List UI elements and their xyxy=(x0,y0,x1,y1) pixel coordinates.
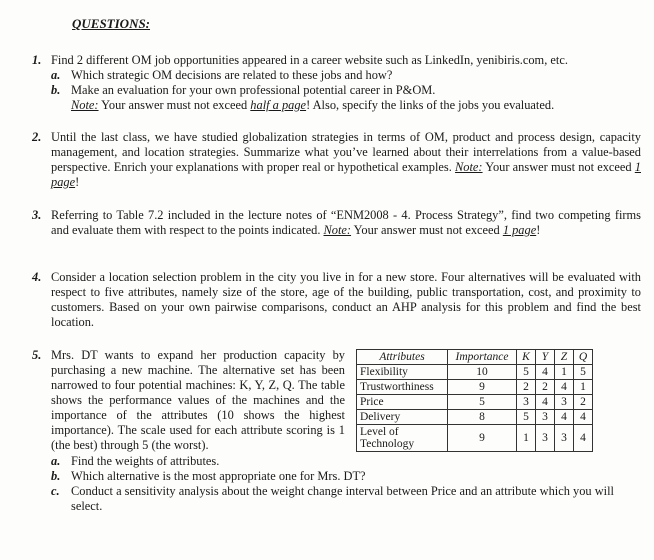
note-text: Your answer must not exceed xyxy=(98,98,251,112)
question-text: Mrs. DT wants to expand her production capacity by purchasing a new machine. The alternative set has been narrowed to four potential machines: K, Y, Z, Q. The table shows the performance values of the machines and the importance of the attributes (10 shows the highest importance). The scale used for each attribute scoring is 1 (the best) through 5 (the worst). xyxy=(51,348,345,452)
attribute-cell: Trustworthiness xyxy=(357,380,448,395)
subquestion-text: Which alternative is the most appropriate one for Mrs. DT? xyxy=(71,469,366,483)
y-cell: 4 xyxy=(536,365,555,380)
question-text-main: Until the last class, we have studied globalization strategies in terms of OM, product and process design, capacity management, and location strategies. Summarize what you’ve learned about their interrelations from a value-based perspective. Enrich your explanations with proper real or hypothetical examples. xyxy=(51,130,641,174)
subquestion-b xyxy=(51,469,641,484)
subquestion-label: b. xyxy=(51,83,61,97)
subquestion-label: a. xyxy=(51,454,61,468)
page-heading: QUESTIONS: xyxy=(72,16,151,31)
note-limit: 1 page xyxy=(51,160,641,189)
subquestion-label: a. xyxy=(51,68,61,82)
subquestion-b xyxy=(51,83,641,98)
importance-cell: 9 xyxy=(448,425,517,452)
question-text xyxy=(51,208,641,238)
importance-cell: 10 xyxy=(448,365,517,380)
z-cell: 4 xyxy=(555,380,574,395)
q-cell: 4 xyxy=(574,410,593,425)
subquestion-text: Conduct a sensitivity analysis about the weight change interval between Price and an attribute which you will select. xyxy=(71,484,614,513)
table-row xyxy=(357,365,593,380)
column-header-y: Y xyxy=(536,350,555,365)
subquestion-label: c. xyxy=(51,484,60,498)
question-body xyxy=(51,208,641,238)
subquestion-a xyxy=(51,68,641,83)
y-cell: 2 xyxy=(536,380,555,395)
table-row xyxy=(357,380,593,395)
y-cell: 3 xyxy=(536,425,555,452)
table-row xyxy=(357,410,593,425)
subquestion-text: Which strategic OM decisions are related to these jobs and how? xyxy=(71,68,393,82)
note-label: Note: xyxy=(71,98,99,112)
attributes-table xyxy=(356,349,593,452)
k-cell: 5 xyxy=(517,410,536,425)
k-cell: 2 xyxy=(517,380,536,395)
subquestion-text: Find the weights of attributes. xyxy=(71,454,220,468)
answer-note xyxy=(51,98,641,113)
question-number: 3. xyxy=(32,208,42,222)
y-cell: 3 xyxy=(536,410,555,425)
note-label: Note: xyxy=(455,160,483,174)
column-header-importance: Importance xyxy=(448,350,517,365)
z-cell: 3 xyxy=(555,425,574,452)
y-cell: 4 xyxy=(536,395,555,410)
z-cell: 1 xyxy=(555,365,574,380)
table-row xyxy=(357,395,593,410)
question-4 xyxy=(32,270,641,334)
importance-cell: 5 xyxy=(448,395,517,410)
question-body xyxy=(51,53,641,113)
importance-cell: 9 xyxy=(448,380,517,395)
attribute-cell: Delivery xyxy=(357,410,448,425)
subquestion-label: b. xyxy=(51,469,61,483)
q-cell: 5 xyxy=(574,365,593,380)
question-body xyxy=(51,270,641,330)
q-cell: 2 xyxy=(574,395,593,410)
column-header-k: K xyxy=(517,350,536,365)
subquestion-c xyxy=(51,484,641,514)
question-number: 5. xyxy=(32,348,42,362)
note-label: Note: xyxy=(323,223,352,237)
note-text: Your answer must not exceed xyxy=(351,223,503,237)
k-cell: 3 xyxy=(517,395,536,410)
note-limit: half a page xyxy=(250,98,307,112)
subquestion-text: Make an evaluation for your own professional potential career in P&OM. xyxy=(71,83,436,97)
column-header-q: Q xyxy=(574,350,593,365)
question-3 xyxy=(32,208,641,256)
table-header-row xyxy=(357,350,593,365)
table-row xyxy=(357,425,593,452)
k-cell: 5 xyxy=(517,365,536,380)
note-limit: 1 page xyxy=(502,223,537,237)
attribute-cell: Price xyxy=(357,395,448,410)
attribute-cell: Level of Technology xyxy=(357,425,448,452)
question-body xyxy=(51,130,641,190)
attribute-cell: Flexibility xyxy=(357,365,448,380)
note-text: ! Also, specify the links of the jobs you evaluated. xyxy=(306,98,555,112)
question-text: Consider a location selection problem in the city you live in for a new store. Four alternatives will be evaluated with respect to five attributes, namely size of the store, age of the building, public transportation, cost, and proximity to customers. Based on your own pairwise comparisons, conduct an AHP analysis for this problem and find the best location. xyxy=(51,270,641,329)
question-subitems xyxy=(51,454,641,514)
note-text: ! xyxy=(75,175,80,189)
k-cell: 1 xyxy=(517,425,536,452)
note-text: Your answer must not exceed xyxy=(482,160,635,174)
subquestion-a xyxy=(51,454,641,469)
column-header-attributes: Attributes xyxy=(357,350,448,365)
importance-cell: 8 xyxy=(448,410,517,425)
question-number: 1. xyxy=(32,53,42,67)
question-text xyxy=(51,130,641,190)
question-2 xyxy=(32,130,641,194)
note-text: ! xyxy=(536,223,541,237)
question-text-main: Referring to Table 7.2 included in the lecture notes of “ENM2008 - 4. Process Strategy”, find two competing firms and evaluate them with respect to the points indicated. xyxy=(51,208,641,237)
question-1 xyxy=(32,53,622,117)
question-text: Find 2 different OM job opportunities appeared in a career website such as LinkedIn, yenibiris.com, etc. xyxy=(51,53,568,67)
q-cell: 1 xyxy=(574,380,593,395)
question-number: 4. xyxy=(32,270,42,284)
z-cell: 3 xyxy=(555,395,574,410)
question-number: 2. xyxy=(32,130,42,144)
column-header-z: Z xyxy=(555,350,574,365)
q-cell: 4 xyxy=(574,425,593,452)
z-cell: 4 xyxy=(555,410,574,425)
